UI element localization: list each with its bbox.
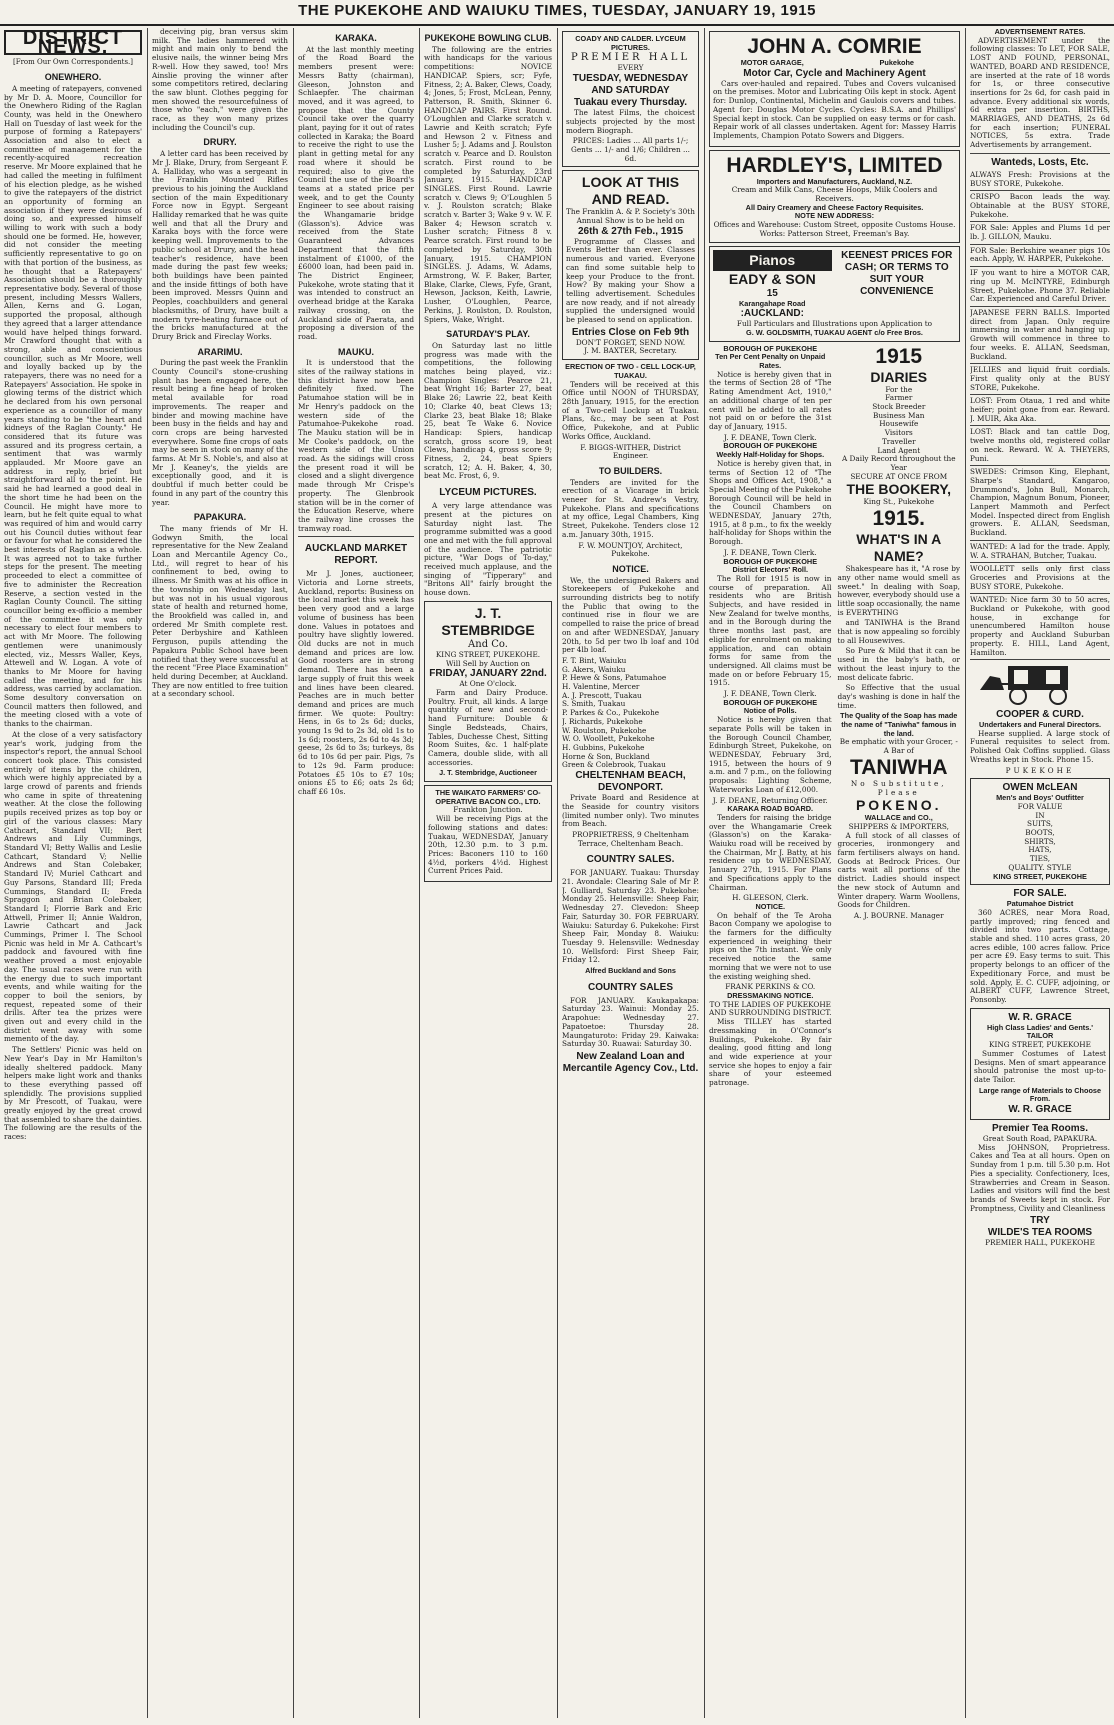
onewhero-picnic-article: The Settlers' Picnic was held on New Year's Day in Mr Hamilton's ideally sheltered paddock. Many helpers make light work and thanks to these everything passed off splendidly. The provisions supplied by Mr Prescott, of Tuakau, were greatly enjoyed by the great crowd that assembled to share the dainties. The following are the results of the races: [4, 1045, 142, 1142]
grace-name-2: W. R. GRACE [1008, 1104, 1072, 1116]
wanted-item: FOR Sale: Apples and Plums 1d per lb. J. GILLON, Mauku. [970, 222, 1110, 244]
ararimu-heading: ARARIMU. [197, 346, 243, 357]
wanted-item: LOST: From Otaua, 1 red and white heifer; point gone from ear. Reward. J. MUIR, Aka Aka. [970, 395, 1110, 426]
notice-2-text: On behalf of the Te Aroha Bacon Company we apologise to the farmers for the difficulty experienced in weighing their pigs on the 7th instant. We only received notice the same morning that we were not to use the existing weighing shed. [709, 910, 832, 981]
column-rule [293, 28, 294, 1718]
notice-signer: J. Richards, Pukekohe [562, 716, 643, 726]
waikato-heading: THE WAIKATO FARMERS' CO-OPERATIVE BACON CO., LTD. [435, 788, 541, 806]
comrie-town: Pukekohe [879, 58, 914, 67]
drury-article: A letter card has been received by Mr J. Blake, Drury, from Sergeant F. A. Halliday, who was a sergeant in the Franklin Mounted Rifles previous to his joining the Auckland section of the main Expeditionary Force now in Egypt. Sergeant Halliday remarked that he was quite well and that all the Drury and Karaka boys with the force were keeping well. Improvements to the public school at Drury, and the head teacher's residence, have been made during the past few weeks; both buildings have been painted and the inside fittings of both have been improved. Messrs Quinn and Peoples, coachbuilders and general blacksmiths, of Drury, have built a modern tyre-heating furnace out of the bricks manufactured at the Drury Brick and Fireclay Works. [152, 149, 288, 341]
notice-signer: F. T. Bint, Waiuku [562, 655, 627, 665]
papakura-article: The many friends of Mr H. Godwyn Smith, the local representative for the New Zealand Loan and Mercantile Agency Co., Ltd., will regret to hear of his confinement to bed, owing to illness. Mr Smith was at his office in the township on Wednesday last, but was not in his usual vigorous state of health and returned home, the Brookfield was called in, and ordered Mr Smith complete rest. Peter Derbyshire and Kathleen Ferguson, pupils attending the Papakura Public School have been notified that they were successful at the recent "Free Place Examination" held during December, at Auckland. They are now entitled to free tuition at a secondary school. [152, 523, 288, 699]
borough-4-sub: Notice of Polls. [743, 706, 797, 716]
look-intro: The Franklin A. & P. Society's 30th Annual Show is to be held on [566, 207, 695, 226]
pokeno-signature: A. J. BOURNE. Manager [853, 911, 944, 920]
notice-signer: A. J. Prescott, Tuakau [562, 690, 642, 700]
column-bowling-lyceum [424, 28, 552, 1718]
entries-dont-forget: DON'T FORGET, SEND NOW. [575, 337, 686, 347]
alfred-buckland: Alfred Buckland and Sons [585, 966, 676, 976]
comrie-subline [713, 59, 956, 68]
column-rule [965, 28, 966, 1718]
owen-quality-style: QUALITY. STYLE [1008, 862, 1072, 872]
wanted-item: JAPANESE FERN BALLS. Imported direct from Japan. Only require immersing in water and hanging up. Growth will commence in three to four weeks. E. ALLAN, Seedsman, Buckland. [970, 307, 1110, 364]
comrie-agent: Motor Car, Cycle and Machinery Agent [743, 67, 926, 79]
wanted-item: CRISPO Bacon leads the way. Obtainable at the BUSY STORE, Pukekohe. [970, 191, 1110, 222]
hardley-new-address: NOTE NEW ADDRESS: [794, 211, 875, 221]
country-sales-2-text: FOR JANUARY. Kaukapakapa: Saturday 23. Wainui: Monday 25. Arapohue: Wednesday 27. Papatoetoe: Thursday 28. Maungaturoto: Friday 29. Kaiwaka: Saturday 30. Ruawai: Saturday 30. [562, 995, 699, 1049]
grace-large: Large range of Materials to Choose From. [978, 1085, 1102, 1104]
stembridge-time: At One O'clock. [459, 679, 517, 689]
cheltenham-signature: PROPRIETRESS, 9 Cheltenham Terrace, Cheltenham Beach. [572, 829, 689, 848]
borough-3-signature: J. F. DEANE, Town Clerk. [723, 689, 817, 699]
wanted-item: SWEDES: Crimson King, Elephant, Sharpe's Standard, Kangaroo, Drummond's, John Bull, Monarch, Champion, Magnum Bonum, Pioneer, Lanpert Mammoth and Perfect Model. Inspected direct from English growers. E. ALLAN, Seedsman, Buckland. [970, 466, 1110, 541]
entries-close: Entries Close on Feb 9th [571, 326, 690, 338]
diaries-for-item: For the [885, 384, 913, 394]
mauku-article: It is understood that the sites of the railway stations in this district have now been definitely fixed. The Patumahoe station will be in Mr Henry's paddock on the western side of the Patumahoe-Pukekohe road. The Mauku station will be in Mr Cooke's paddock, on the western side of the Union road. As the sidings will cross the present road it will be closed and a slight divergence made through Mr Crispe's property. The Glenbrook station will be in the corner of the Education Reserve, where the railway line crosses the tramway road. [298, 358, 414, 533]
owen-item: IN [1035, 810, 1045, 820]
notice-signer: W. Roulston, Pukekohe [562, 725, 647, 735]
owen-item: TIES, [1029, 854, 1051, 864]
dressmaking-sub: TO THE LADIES OF PUKEKOHE AND SURROUNDING DISTRICT. [709, 999, 832, 1018]
erection-heading: ERECTION OF TWO - CELL LOCK-UP, TUAKAU. [565, 362, 696, 380]
mauku-heading: MAUKU. [338, 346, 374, 357]
whats-effective: So Effective that the usual day's washing is done in half the time. [837, 683, 960, 710]
cheltenham-heading: CHELTENHAM BEACH, DEVONPORT. [575, 770, 686, 794]
stembridge-date: FRIDAY, JANUARY 22nd. [429, 668, 547, 680]
borough-2-sub: Weekly Half-Holiday for Shops. [716, 450, 825, 460]
pianos-name: EADY & SON [728, 270, 816, 287]
look-heading: LOOK AT THIS AND READ. [581, 174, 680, 208]
wanted-item: WOOLLETT sells only first class Groceries and Provisions at the BUSY STORE, Pukekohe. [970, 563, 1110, 594]
comrie-ad [709, 31, 960, 147]
coady-calder-ad [562, 31, 699, 167]
column-local-news [152, 28, 288, 1718]
notice-signer: H. Valentine, Mercer [562, 682, 640, 692]
diaries-for-item: Business Man [873, 410, 925, 420]
tea-try: TRY [1030, 1215, 1050, 1227]
borough-1-heading: BOROUGH OF PUKEKOHE [723, 343, 818, 353]
karaka-road-signature: H. GLEESON, Clerk. [732, 893, 809, 903]
waikato-subheading: Frankton Junction. [453, 805, 523, 815]
notice-2-heading: NOTICE. [755, 901, 786, 911]
onewhero-article: A meeting of ratepayers, convened by Mr D. A. Moore, Councillor for the Onewhero Riding of the Raglan County, was held in the Onewhero Hall on Tuesday of last week for the purpose of forming a Ratepayers' Association and also to elect a committee of management for the recently-acquired recreation reserve. Mr Moore explained that he had called the meeting in fulfilment of his election pledge, as he wished to give the ratepayers of the district an opportunity of forming an association if they were desirous of doing so, and expressed himself willing to work with such a body should one be formed. He, however, did not consider the meeting sufficiently representative to go on with that portion of the business, as he thought that a Ratepayers' Association should be a thoroughly representative body. Several of those present, including Messrs Wallers, Allen, Kerns and G. Logan, supported the proposal, although they agreed that a larger attendance would have helped things forward. Mr Crawford thought that with a strong, able and conscientious councillor, such as Mr Moore, well and loyally backed up by the ratepayers, there was no need for a Ratepayers' Association. He spoke in glowing terms of the district which he declared from his own personal experience as a councillor of many years standing to be "the heart and kidneys of the Raglan County." He considered that its future was assured and its progress certain, a sentiment that was warmly applauded. Mr Moore gave an address in reply, brief but straightforward all to the point. He said he had learned a good deal in the short time he had been on the Council. He might have more to learn, but he felt quite equal to what was required of him and would carry out his Council duties without fear or favour for what he considered the best interests of Raglan as a whole. It was agreed not to take further steps for the present. The meeting proceeded to elect a committee of five to administer the Recreation Reserve, a section vested in the Raglan County Council. The sitting councillor being ex-officio a member of the committee it was only necessary to elect four members to act with Mr Moore. The following gentlemen were unanimously elected, viz., Messrs Waller, Keys, Attewell and W. Logan. A vote of thanks to Mr Moore for having called the meeting, and for his address, was carried by acclamation. Some desultory conversation on Council matters then followed, and the meeting closed with a vote of thanks to the chairman. [4, 83, 142, 729]
bookery-address: King St., Pukekohe [863, 497, 935, 507]
wanted-item: LOST: Black and tan cattle Dog, twelve months old, registered collar on neck. Reward. W. A. THEYERS, Puni. [970, 426, 1110, 466]
borough-1-signature: J. F. DEANE, Town Clerk. [723, 432, 817, 442]
tea-rooms-address: Great South Road, PAPAKURA. [982, 1134, 1098, 1144]
cooper-town: PUKEKOHE [1005, 765, 1075, 775]
wanted-item: WANTED: A lad for the trade. Apply, W. A. STRAHAN, Butcher, Tuakau. [970, 541, 1110, 563]
saturday-play-heading: SATURDAY'S PLAY. [446, 329, 530, 340]
owen-item: HATS, [1028, 845, 1052, 855]
diaries-for-item: Housewife [879, 419, 919, 429]
franklin-show-ad [562, 170, 699, 360]
owen-name: OWEN McLEAN [1002, 782, 1078, 794]
notice-signer: Horne & Son, Buckland [562, 751, 650, 761]
notice-2-signature: FRANK PERKINS & CO. [725, 982, 816, 992]
notice-signers [562, 657, 699, 770]
borough-2-text: Notice is hereby given that, in terms of Section 12 of "The Shops and Offices Act, 1908," a Special Meeting of the Pukekohe Borough Council will be held in the Council Chambers on WEDNESDAY, January 27th, 1915, at 8 p.m., to fix the weekly half-holiday for Shops within the Borough. [709, 458, 832, 547]
wanted-item: ALWAYS Fresh: Provisions at the BUSY STORE, Pukekohe. [970, 169, 1110, 191]
tea-rooms-text: Miss JOHNSON, Proprietress. Cakes and Tea at all hours. Open on Sunday from 1 p.m. till 5.30 p.m. Hot Pies a speciality. Confectionery, Ices, Strawberries and Cream in Season. Ladies and visitors will find the best brands of Sweets kept in stock. For Promptness, Civility and Cleanliness [970, 1142, 1110, 1213]
notice-text: We, the undersigned Bakers and Storekeepers of Pukekohe and surrounding districts beg to notify the Public that owing to the continued rise in flour we are compelled to raise the price of bread on and after WEDNESDAY, January 20th, to 5d per two lb loaf and 10d per 4lb loaf. [562, 575, 699, 655]
diaries-for-item: Land Agent [877, 445, 921, 455]
hardley-name: HARDLEY'S, LIMITED [726, 153, 943, 177]
comrie-text: Cars over-hauled and repaired. Tubes and Covers vulcanised on the premises. Motor and Lubricating Oils kept in stock. Agent for: Dunlop, Continental, Michelin and Gaulois covers and tubes. Agent for: Douglas Motor Cycles. Cycles: B.S.A. and Phillips' Special kept in stock. Can be supplied on easy terms or for cash. Repair work of all classes undertaken. Agent for: Massey Harris Implements, Champion Potato Sowers and Diggers. [713, 78, 956, 140]
hardley-subheading: Importers and Manufacturers, Auckland, N.Z. [756, 176, 913, 186]
pianos-ad [709, 246, 960, 342]
cheltenham-text: Private Board and Residence at the Seaside for country visitors (limited number only). Two minutes from Beach. [562, 793, 699, 829]
pianos-keenest: KEENEST PRICES FOR CASH; OR TERMS TO SUIT YOUR CONVENIENCE [841, 249, 953, 297]
diaries-secure: SECURE AT ONCE FROM [850, 471, 948, 481]
notice-signer: W. O. Woollett, Pukekohe [562, 734, 655, 744]
wilde-hall: PREMIER HALL, PUKEKOHE [985, 1238, 1095, 1248]
auckland-market-article: Mr J. Jones, auctioneer, Victoria and Lorne streets, Auckland, reports: Business on the local market this week has been very good and a large volume of business has been done. Values in potatoes and poultry have slightly lowered. Old ducks are not in much demand and prices are low. Good roosters are in strong demand. There has been a large supply of fruit this week and lines have been cleared. Peaches are in much better demand and prices are much firmer. We quote: Poultry: Hens, in 6s to 2s 6d; ducks, young 1s 9d to 2s 3d, old 1s to 1s 6d; roosters, 2s 6d to 4s 3d; geese, 2s 6d to 3s; turkeys, 8s 6d to 10s 6d per pair. Pigs, 7s to 12s 9d. Farm produce: Potatoes £5 10s to £7 10s; onions £5 to £6; oats 2s 6d; chaff £6 10s. [298, 569, 414, 796]
borough-notices [709, 345, 832, 1090]
borough-4-signature: J. F. DEANE, Returning Officer. [712, 795, 828, 805]
column-rule [147, 28, 148, 1718]
country-sales-text: FOR JANUARY. Tuakau: Thursday 21. Avondale: Clearing Sale of Mr P. J. Gulliard, Saturday 23. Pukekohe: Monday 25. Helensville: Sheep Fair, Wednesday 27. Clevedon: Sheep Fair, Saturday 30. FOR FEBRUARY. Waiuku: Saturday 6. Pukekohe: First Sheep Fair, Monday 8. Waiuku: Tuesday 9. Helensville: Wednesday 10. Wellsford: First Sheep Fair, Friday 12. [562, 868, 699, 965]
hardley-items: Cream and Milk Cans, Cheese Hoops, Milk Coolers and Receivers. [731, 185, 938, 204]
notice-signer: P. Hewe & Sons, Patumahoe [562, 673, 667, 683]
diaries-year: 1915 [875, 344, 923, 368]
borough-and-diaries [709, 345, 960, 1090]
hearse-illustration [970, 660, 1110, 706]
diaries-for-list [838, 386, 961, 456]
stembridge-signature: J. T. Stembridge, Auctioneer [439, 768, 537, 778]
pokeno-company: WALLACE and CO., [864, 813, 933, 823]
nz-loan-heading: New Zealand Loan and Mercantile Agency Cov., Ltd. [562, 1050, 699, 1074]
grace-sub: High Class Ladies' and Gents.' TAILOR [986, 1022, 1094, 1041]
cooper-sub: Undertakers and Funeral Directors. [978, 720, 1102, 729]
look-dates: 26th & 27th Feb., 1915 [577, 225, 684, 237]
divider [298, 536, 414, 537]
erection-text: Tenders will be received at this Office until NOON of THURSDAY, 28th January, 1915, for the erection of a Two-cell Lockup at Tuakau. Plans, &c., may be seen at Post Office, Pukekohe, and at Public Works Office, Auckland. [562, 379, 699, 441]
wanted-heading: Wanteds, Losts, Etc. [991, 156, 1089, 168]
lyceum-heading: LYCEUM PICTURES. [439, 487, 537, 499]
taniwha-brand: TANIWHA [849, 755, 948, 779]
pianos-number: 15 [766, 287, 778, 299]
karaka-article: At the last monthly meeting of the Road Board the members present were: Messrs Batty (chairman), Gleeson, Johnston and Schlaepfer. The chairman moved, and it was agreed, to propose that the County Council take over the quarry plant, paying for it out of rates collected in Karaka; the Board to receive the right to use the plant in getting metal for any road where it should be required; also to give the Council the use of the Board's teams at a stated price per week, and to get the County Engineer to see about raising the Whangamarie bridge (Glasson's). Advice was received from the State Guaranteed Advances Department that the fifth instalment of £1000, of the £6000 loan, had been paid in. The District Engineer, Pukekohe, wrote stating that it was intended to construct an overhead bridge at the Karaka railway crossing, on the Auckland side of Paerata, and proposing a diversion of the road. [298, 44, 414, 341]
bowling-article: The following are the entries with handicaps for the various competitions: NOVICE HANDICAP. Spiers, scr; Fyfe, Fitness, 2; A. Baker, Clews, Coady, 4; Jones, 5; Frost, McLean, Penny, Patterson, R. Smith, Skinner 6. HANDICAP PAIRS. First Round. O'Loughlen and Clarke scratch v. Lawrie and Keith scratch; Fyfe and Hewson 2 v. Fitness and Lusher 5; J. Adams and J. Roulston scratch v. Pearce and D. Roulston scratch. First round to be completed by Saturday, 23rd January, 1915. HANDICAP SINGLES. First Round. Lawrie scratch v. Clews 9; O'Loughlen 5 v. J. Roulston scratch; Blake scratch v. Barter 3; Wake 9 v. W. F. Baker 4; Hewson scratch v. Lusher scratch; Fitness 8 v. Pearce scratch. First round to be completed by Saturday, 30th January, 1915. CHAMPION SINGLES. J. Adams, W. Adams, Armstrong, W. F. Baker, Barter, Blake, Clarke, Clews, Fyfe, Grant, Hewson, Jackson, Keith, Lawrie, Lusher, O'Loughlen, Pearce, Perkins, J. Roulston, D. Roulston, Spiers, Wake, Wright. [424, 44, 552, 324]
whats-heading: WHAT'S IN A NAME? [856, 531, 942, 565]
pianos-info: Full Particulars and Illustrations upon Application to [736, 319, 933, 329]
coady-heading: COADY AND CALDER. LYCEUM PICTURES. [575, 34, 686, 52]
borough-3-heading: BOROUGH OF PUKEKOHE [723, 556, 818, 566]
owen-item: SHIRTS, [1024, 836, 1056, 846]
pianos-road: Karangahape Road [739, 298, 806, 308]
notice-heading: NOTICE. [612, 563, 649, 574]
builders-heading: TO BUILDERS. [598, 465, 663, 476]
column-district-news [4, 28, 142, 1718]
whats-year: 1915. [872, 507, 926, 531]
coady-every: EVERY [617, 63, 644, 73]
whats-pure: So Pure & Mild that it can be used in the baby's bath, or without the least injury to the most delicate fabric. [837, 646, 960, 682]
notice-signer: S. Smith, Tuakau [562, 699, 626, 709]
column-notices [562, 28, 699, 1718]
whats-taniwha: and TANIWHA is the Brand that is now appealing so forcibly to all Housewives. [837, 618, 960, 645]
stembridge-sale: Will Sell by Auction on [446, 658, 530, 668]
auckland-market-heading: AUCKLAND MARKET REPORT. [304, 543, 408, 567]
pianos-city: :AUCKLAND: [740, 308, 804, 320]
continued-article: deceiving pig, bran versus skim milk. The ladies hammered with might and main only to bend the elusive nails, the winner being Mrs R-well. How they sawed, too! Mrs Ainslie proving the winner after some competitors retired, declaring the saw blunt. Clothes pegging for men showed the resourcefulness of those who "each," were given the race, as they won many prizes including the Council's cup. [152, 28, 288, 132]
wanted-item: WANTED: Nice farm 30 to 50 acres, Buckland or Pukekohe, with good house, in exchange for unencumbered Hamilton house property and Auckland Suburban property. E. HILL, Land Agent, Hamilton. [970, 594, 1110, 660]
look-body: Programme of Classes and Events Better than ever. Classes numerous and varied. Everyone can find some suitable help to keep your Produce to the front. How? By making your Show a telling advertisement. Schedules are now ready, and if not already supplied the undersigned would be pleased to send on application. [566, 236, 695, 325]
owen-sub: Men's and Boys' Outfitter [996, 793, 1084, 803]
masthead: THE PUKEKOHE AND WAIUKU TIMES, TUESDAY, JANUARY 19, 1915 [0, 0, 1114, 26]
tea-rooms-heading: Premier Tea Rooms. [992, 1123, 1088, 1135]
hardley-ad [709, 150, 960, 243]
column-rule [704, 28, 705, 1718]
stembridge-ad [424, 601, 552, 782]
stembridge-name: J. T. STEMBRIDGE [441, 604, 535, 638]
dressmaking-heading: DRESSMAKING NOTICE. [727, 990, 814, 1000]
country-sales-heading: COUNTRY SALES. [586, 854, 675, 866]
karaka-heading: KARAKA. [335, 33, 377, 43]
waikato-bacon-ad [424, 785, 552, 882]
grace-address: KING STREET, PUKEKOHE [989, 1040, 1091, 1050]
pokeno-text: A full stock of all classes of groceries, ironmongery and farm fertilisers always on hand. Goods at Bedrock Prices. Our carts wait all portions of the district. Ladies should inspect the new stock of Autumn and Winter drapery. Warm Woollens, Goods for Children. [837, 830, 960, 910]
karaka-road-text: Tenders for raising the bridge over the Whangamarie Creek (Glasson's) on the Karaka-Waiuku road will be received by the Chairman, Mr J. Batty, at his residence up to WEDNESDAY, January 27th, 1915. For Plans and Specifications apply to the Chairman. [709, 812, 832, 892]
entries-signature: J. M. BAXTER, Secretary. [584, 346, 677, 356]
comrie-name: JOHN A. COMRIE [747, 35, 922, 58]
diaries-for-item: Visitors [884, 428, 913, 438]
coady-prices: PRICES: Ladies ... All parts 1/-; Gents ... 1/- and 1/6; Children ... 6d. [571, 136, 690, 163]
ararimu-article: During the past week the Franklin County Council's stone-crushing plant has been engaged here, the result being a fine heap of broken metal available for road improvements. The reaper and binder and mowing machine have been busy in the fields and hay and corn crops are being harvested everywhere. Some fine crops of oats may be seen in stock on many of the farms. At Mr S. Noble's, and also at Mr J. Keaney's, the yields are exceptionally good, and it is doubtful if much better could be found in any part of the country this year. [152, 358, 288, 507]
for-sale-sub: Patumahoe District [1006, 899, 1074, 909]
stembridge-address: KING STREET, PUKEKOHE. [435, 649, 541, 659]
diaries-word: DIARIES [870, 368, 928, 385]
column-advertisements [709, 28, 960, 1718]
column-rule [419, 28, 420, 1718]
wanted-item: FOR Sale: Berkshire weaner pigs 10s each. Apply, W. HARPER, Pukekohe. [970, 245, 1110, 267]
bowling-heading: PUKEKOHE BOWLING CLUB. [424, 33, 552, 43]
notice-signer: P. Parkes & Co., Pukekohe [562, 708, 660, 718]
diaries-daily: A Daily Record throughout the Year [841, 454, 956, 472]
saturday-play-article: On Saturday last no little progress was made with the competitions, the following matches being played, viz.: Champion Singles: Pearce 21, beat Wright 16; Barter 27, beat Blake 26; Lawrie 22, beat Keith 10; Clarke 40, beat Clews 13; Clarke 23, beat Blake 18; Blake 25, beat Te Wake 6. Novice Handicap: Spiers, handicap scratch, gross score 19, beat Clews, handicap 4, gross score 9; Fitness, 2, 24, beat Spiers scratch, 12; A. H. Baker, 4, 30, beat Mc. Frost, 6, 9. [424, 340, 552, 481]
borough-2-heading: BOROUGH OF PUKEKOHE [723, 441, 818, 451]
comrie-garage: MOTOR GARAGE, [740, 58, 804, 67]
pianos-agent: G. W. GOLDSMITH, TUAKAU AGENT c/o Free Bros. [746, 327, 923, 337]
borough-3-sub: District Electors' Roll. [732, 565, 809, 575]
owen-address: KING STREET, PUKEKOHE [993, 871, 1087, 881]
owen-item: BOOTS, [1025, 828, 1055, 838]
borough-3-text: The Roll for 1915 is now in course of preparation. All residents who are British Subjects, and have resided in New Zealand for twelve months, and in the Borough during the three months last past, are eligible for enrolment on making application, and can obtain forms for same from the undersigned. All claims must be made on or before February 15, 1915. [709, 573, 832, 688]
bookery-ads [838, 345, 961, 1090]
cooper-name: COOPER & CURD. [996, 709, 1084, 720]
stembridge-items: Farm and Dairy Produce. Poultry. Fruit, all kinds. A large quantity of new and second-hand Furniture: Double & Single Bedsteads, Chairs, Tables, Duchesse Chest, Sitting Room Suites, &c. 1 half-plate Camera, double slide, with all accessories. [428, 688, 548, 767]
builders-text: Tenders are invited for the erection of a Vicarage in brick veneer for St. Andrew's Vestry, Pukekohe. Plans and specifications at my office, Legal Chambers, King Street, Pukekohe. Tenders close 12 a.m. January 30th, 1915. [562, 477, 699, 539]
wanted-item: JELLIES and liquid fruit cordials. First quality only at the BUSY STORE, Pukekohe. [970, 364, 1110, 395]
whats-text: Shakespeare has it, "A rose by any other name would smell as sweet." In dealing with Soap, however, everybody should use a little soap occasionally, the name is EVERYTHING [837, 564, 960, 617]
coady-tuakau: Tuakau every Thursday. [573, 97, 687, 109]
grace-name: W. R. GRACE [1008, 1011, 1072, 1023]
wilde-tea-rooms: WILDE'S TEA ROOMS [987, 1227, 1093, 1239]
onewhero-heading: ONEWHERO. [44, 72, 102, 83]
grace-ad [970, 1008, 1110, 1120]
diaries-for-item: Stock Breeder [872, 402, 926, 412]
coady-text: The latest Films, the choicest subjects projected by the most modern Biograph. [566, 108, 695, 135]
karaka-road-heading: KARAKA ROAD BOARD. [727, 804, 814, 814]
dressmaking-text: Miss TILLEY has started dressmaking in O'Connor's Buildings, Pukekohe. By fair dealing, good fitting and long and wide experience at your service she hopes to enjoy a fair share of your esteemed patronage. [709, 1017, 832, 1088]
column-classifieds [970, 28, 1110, 1718]
grace-text: Summer Costumes of Latest Designs. Men of smart appearance should patronise the most up-to-date Tailor. [974, 1048, 1106, 1084]
borough-2-signature: J. F. DEANE, Town Clerk. [723, 547, 817, 557]
column-rule [557, 28, 558, 1718]
notice-signer: Green & Colebrook, Tuakau [562, 760, 666, 770]
borough-1-sub: Ten Per Cent Penalty on Unpaid Rates. [715, 352, 826, 371]
borough-4-heading: BOROUGH OF PUKEKOHE [723, 697, 818, 707]
coady-days: TUESDAY, WEDNESDAY AND SATURDAY [572, 73, 689, 97]
hardley-dairy: All Dairy Creamery and Cheese Factory Requisites. [745, 202, 924, 212]
country-sales-2-heading: COUNTRY SALES [587, 981, 673, 993]
pianos-word: Pianos [713, 250, 832, 271]
builders-signature: F. W. MOUNTJOY, Architect, Pukekohe. [578, 540, 683, 559]
rates-text: ADVERTISEMENT under the following classes: To LET, FOR SALE, LOST AND FOUND, PERSONAL, WANTED, BOARD AND RESIDENCE, are inserted at the rate of 18 words for 1s, or three consecutive insertions for 2s 6d, for cash paid in advance. Every additional six words, 6d extra per insertion. BIRTHS, MARRIAGES, AND DEATHS, 2s 6d for each insertion; FUNERAL NOTICES, 5s extra. Trade Advertisements by arrangement. [970, 35, 1110, 150]
waikato-text: Will be receiving Pigs at the following stations and dates: Tuakau, WEDNESDAY, January 20th, 12.30 p.m. to 3 p.m. Prices: Baconers 110 to 160 4½d, porkers 4½d. Highest Current Prices Paid. [428, 814, 548, 876]
taniwha-no-substitute: No Substitute, Please [850, 778, 947, 797]
borough-4-text: Notice is hereby given that separate Polls will be taken in the Borough Council Chamber, Edinburgh Street, Pukekohe, on WEDNESDAY, February 3rd, 1915, between the hours of 9 a.m. and 7 p.m., on the following proposals: Lighting Scheme, Waterworks Loan of £12,000. [709, 715, 832, 794]
papakura-heading: PAPAKURA. [193, 512, 247, 523]
notice-signer: H. Gubbins, Pukekohe [562, 743, 645, 752]
drury-heading: DRURY. [203, 137, 237, 148]
district-news-title: DISTRICT NEWS. [4, 30, 142, 55]
for-sale-heading: FOR SALE. [1013, 888, 1067, 900]
onewhero-school-article: At the close of a very satisfactory year's work, judging from the inspector's report, the annual School concert took place. This consisted entirely of items by the children, which were highly appreciated by a large crowd of parents and friends who came in spite of threatening weather. At the close the following pupils received prizes as top boy or girl of the various classes: Mary Cathcart, Standard VII; Bert Andrews and Lily Cummings, Standard VI; Betty Wallis and Leslie Cathcart, Standard V; Nellie Andrews and Stan Colebaker, Standard IV; Muriel Cathcart and Guy Parsons, Standard III; Freda Cummings, Standard II; Freda Spraggon and Brian Colebaker, Standard I; Florrie Bark and Eric Attwell, Primer II; Annie Waldron, Lawrie Cathcart and Jack Cummings, Primer I. The School Picnic was held in Mr A. Cathcart's paddock and favoured with fine weather proved a most enjoyable day. The usual races were run with the energy due to such important events, and while waiting for the copper to boil the seniors, by request, repeated some of their drills. After tea the prizes were given out and every child in the district went away with some memento of the day. [4, 729, 142, 1044]
owen-for-value: FOR VALUE [1017, 801, 1063, 811]
erection-signature: F. BIGGS-WITHER, District Engineer. [580, 442, 681, 461]
owen-mclean-ad [970, 778, 1110, 885]
hardley-address: Offices and Warehouse: Custom Street, opposite Customs House. Works: Patterson Street, Freeman's Bay. [713, 220, 956, 238]
coady-premier-hall: PREMIER HALL [571, 52, 690, 64]
pianos-left [713, 250, 832, 321]
owen-item: SUITS, [1027, 819, 1053, 829]
divider [970, 153, 1110, 154]
whats-quality: The Quality of the Soap has made the name of "Taniwha" famous in the land. [840, 711, 958, 738]
district-news-byline: [From Our Own Correspondents.] [13, 58, 133, 67]
diaries-for-item: Farmer [885, 393, 913, 403]
cooper-text: Hearse supplied. A large stock of Funeral requisites to select from. Polished Oak Coffins supplied. Glass Wreaths kept in Stock. Phone 15. [970, 728, 1110, 764]
column-karaka-mauku [298, 28, 414, 1718]
borough-1-text: Notice is hereby given that in the terms of Section 28 of "The Rating Amendment Act, 1910," an additional charge of ten per cent will be added to all rates not paid on or before the 31st day of January, 1915. [709, 369, 832, 431]
whats-emphatic: Be emphatic with your Grocer, - A Bar of [839, 737, 958, 756]
stembridge-co: And Co. [468, 638, 508, 650]
pianos-top [713, 250, 956, 321]
lyceum-article: A very large attendance was present at the pictures on Saturday night last. The programme submitted was a good one and met with the full approval of the audience. The patriotic picture, "War Dogs of To-day," received much applause, and the singing of "Tipperary" and "Britons All" fairly brought the house down. [424, 501, 552, 598]
wanted-item: IF you want to hire a MOTOR CAR, ring up M. McINTYRE, Edinburgh Street, Pukekohe. Phone 37. Reliable Car. Experienced and Careful Driver. [970, 267, 1110, 307]
pokeno-sub: SHIPPERS & IMPORTERS, [848, 821, 949, 831]
for-sale-text: 360 ACRES, near Mora Road, partly improved; ring fenced and divided into two parts. Cottage, stable and shed. 110 acres grass, 20 acres edible, 100 acres fallow. Price per acre £9. Easy terms to suit. This property belongs to an officer of the Expeditionary Force, and must be sold. Apply, E. C. CUFF, adjoining, or ALBERT CUFF, Lawrence Street, Ponsonby. [970, 907, 1110, 1004]
rates-heading: ADVERTISEMENT RATES. [994, 28, 1086, 36]
diaries-for-item: Traveller [881, 436, 916, 446]
notice-signer: G. Akers, Waiuku [562, 664, 626, 674]
pokeno-name: POKENO. [855, 797, 942, 814]
bookery-name: THE BOOKERY, [846, 481, 951, 498]
